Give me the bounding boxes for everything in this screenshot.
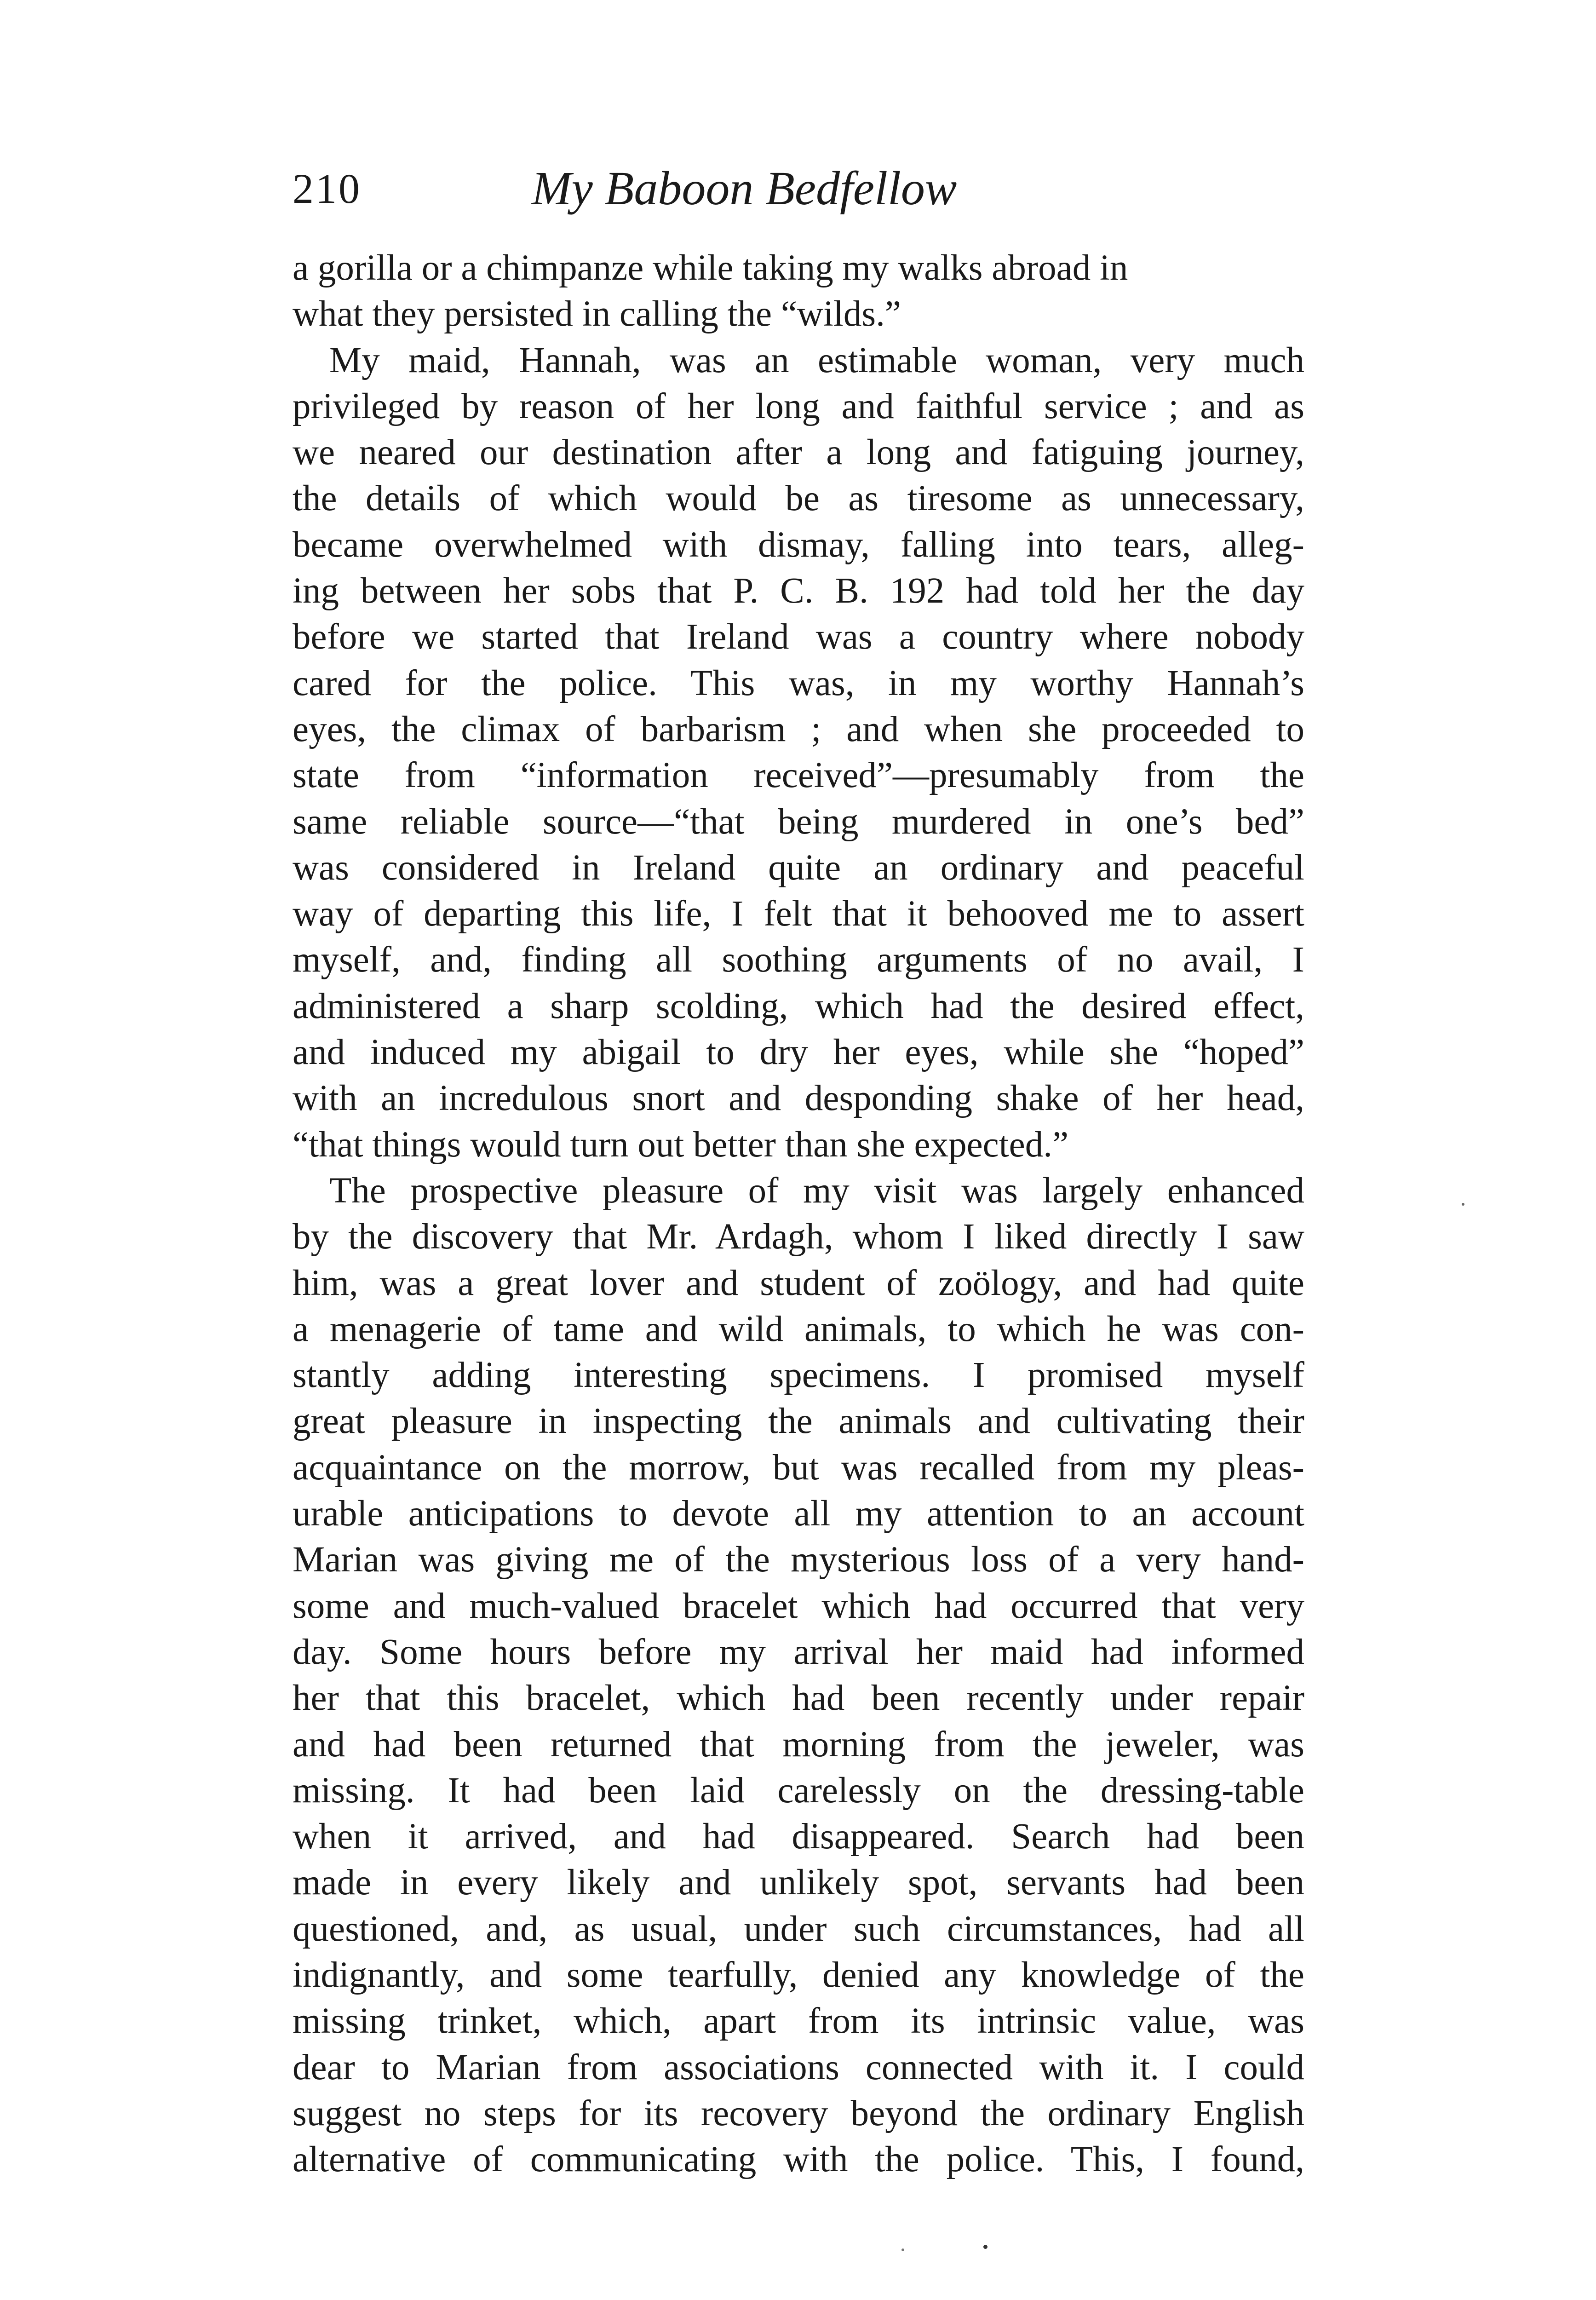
text-line: with an incredulous snort and desponding shake of her head, — [293, 1078, 1304, 1119]
text-line: alternative of communicating with the police. This, I found, — [293, 2139, 1304, 2180]
speck-dot — [983, 2245, 987, 2249]
text-line: suggest no steps for its recovery beyond the ordinary English — [293, 2093, 1304, 2133]
text-line: dear to Marian from associations connected with it. I could — [293, 2047, 1304, 2087]
text-line: “that things would turn out better than she expected.” — [293, 1124, 1069, 1165]
text-line: My maid, Hannah, was an estimable woman, very much — [329, 340, 1304, 380]
text-line: was considered in Ireland quite an ordinary and peaceful — [293, 847, 1304, 888]
page-footer-specks — [901, 2245, 993, 2263]
text-line: before we started that Ireland was a country where nobody — [293, 617, 1304, 657]
text-line: same reliable source—“that being murdered in one’s bed” — [293, 801, 1304, 842]
text-line: the details of which would be as tiresome as unnecessary, — [293, 478, 1304, 519]
speck-dot — [901, 2248, 904, 2251]
text-line: privileged by reason of her long and faithful service ; and as — [293, 386, 1304, 426]
text-line: him, was a great lover and student of zoölogy, and had quite — [293, 1263, 1304, 1303]
page-header — [293, 156, 1304, 221]
margin-speck — [1462, 1203, 1464, 1206]
text-line: The prospective pleasure of my visit was largely enhanced — [329, 1170, 1304, 1211]
text-line: great pleasure in inspecting the animals and cultivating their — [293, 1401, 1304, 1442]
text-line: state from “information received”—presumably from the — [293, 755, 1304, 796]
text-line: ing between her sobs that P. C. B. 192 had told her the day — [293, 571, 1304, 611]
text-line: eyes, the climax of barbarism ; and when she proceeded to — [293, 709, 1304, 749]
text-line: made in every likely and unlikely spot, servants had been — [293, 1863, 1304, 1903]
text-line: a menagerie of tame and wild animals, to which he was con- — [293, 1309, 1304, 1349]
running-title: My Baboon Bedfellow — [532, 162, 957, 215]
text-line: when it arrived, and had disappeared. Search had been — [293, 1817, 1304, 1857]
text-line: missing. It had been laid carelessly on the dressing-table — [293, 1770, 1304, 1811]
text-line: urable anticipations to devote all my attention to an account — [293, 1494, 1304, 1534]
text-line: day. Some hours before my arrival her maid had informed — [293, 1632, 1304, 1672]
text-line: questioned, and, as usual, under such circumstances, had all — [293, 1909, 1304, 1949]
text-line: what they persisted in calling the “wilds.” — [293, 294, 901, 334]
text-line: cared for the police. This was, in my worthy Hannah’s — [293, 663, 1304, 703]
text-line: a gorilla or a chimpanze while taking my walks abroad in — [293, 248, 1128, 288]
page-number: 210 — [293, 165, 362, 212]
body-text — [293, 245, 1304, 2183]
text-line: indignantly, and some tearfully, denied any knowledge of the — [293, 1955, 1304, 1995]
text-line: administered a sharp scolding, which had the desired effect, — [293, 986, 1304, 1026]
text-line: and induced my abigail to dry her eyes, while she “hoped” — [293, 1032, 1304, 1073]
text-line: by the discovery that Mr. Ardagh, whom I liked directly I saw — [293, 1217, 1304, 1257]
text-line: we neared our destination after a long and fatiguing journey, — [293, 432, 1304, 473]
text-line: acquaintance on the morrow, but was recalled from my pleas- — [293, 1447, 1304, 1488]
text-line: became overwhelmed with dismay, falling into tears, alleg- — [293, 524, 1304, 565]
text-line: stantly adding interesting specimens. I promised myself — [293, 1355, 1304, 1396]
text-line: and had been returned that morning from the jeweler, was — [293, 1724, 1304, 1765]
text-line: some and much-valued bracelet which had occurred that very — [293, 1586, 1304, 1626]
text-line: missing trinket, which, apart from its intrinsic value, was — [293, 2001, 1304, 2041]
text-line: myself, and, finding all soothing arguments of no avail, I — [293, 940, 1304, 980]
text-line: her that this bracelet, which had been recently under repair — [293, 1678, 1304, 1719]
text-line: Marian was giving me of the mysterious loss of a very hand- — [293, 1540, 1304, 1580]
text-line: way of departing this life, I felt that it behooved me to assert — [293, 894, 1304, 934]
